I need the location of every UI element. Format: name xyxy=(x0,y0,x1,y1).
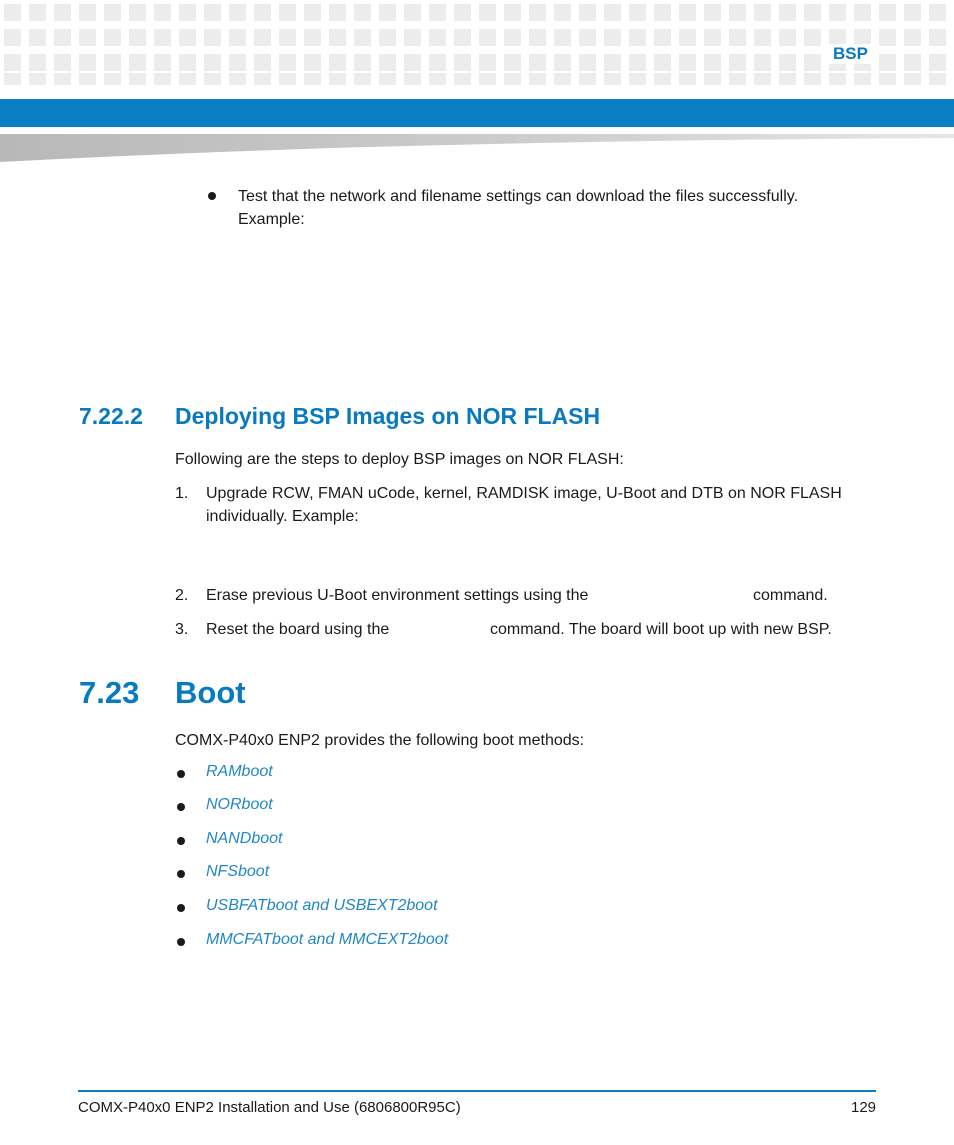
header-grid-square xyxy=(479,73,496,85)
header-grid-square xyxy=(429,73,446,85)
link-nfsboot[interactable]: NFSboot xyxy=(206,863,270,880)
header-grid-square xyxy=(304,73,321,85)
link-ramboot[interactable]: RAMboot xyxy=(206,763,273,780)
header-grid-square xyxy=(379,73,396,85)
header-grid-square xyxy=(404,29,421,46)
header-grid-square xyxy=(479,4,496,21)
header-grid-square xyxy=(729,54,746,71)
header-grid-square xyxy=(779,4,796,21)
header-grid-square xyxy=(329,4,346,21)
header-grid-square xyxy=(879,29,896,46)
footer-rule xyxy=(78,1090,876,1092)
header-grid-square xyxy=(504,29,521,46)
header-grid-square xyxy=(329,54,346,71)
header-grid-square xyxy=(529,4,546,21)
step-2-text: Erase previous U-Boot environment settings using the xyxy=(206,587,589,604)
header-grid-square xyxy=(379,4,396,21)
footer-doc-title: COMX-P40x0 ENP2 Installation and Use (6806800R95C) xyxy=(78,1099,461,1116)
header-grid-square xyxy=(404,4,421,21)
header-grid-square xyxy=(754,29,771,46)
header-grid-square xyxy=(854,4,871,21)
section-title: Deploying BSP Images on NOR FLASH xyxy=(175,403,601,429)
header-grid-square xyxy=(754,73,771,85)
step-number: 1. xyxy=(175,485,189,502)
header-grid-square xyxy=(29,29,46,46)
header-grid-square xyxy=(254,4,271,21)
header-grid-square xyxy=(29,4,46,21)
header-grid-square xyxy=(479,29,496,46)
header-grid-square xyxy=(654,73,671,85)
header-grid-square xyxy=(429,4,446,21)
header-grid-square xyxy=(254,73,271,85)
link-mmcboot[interactable]: MMCFATboot and MMCEXT2boot xyxy=(206,931,449,948)
header-grid-square xyxy=(279,29,296,46)
header-grid-square xyxy=(904,54,921,71)
step-number: 2. xyxy=(175,587,189,604)
header-grid-square xyxy=(879,54,896,71)
header-grid-square xyxy=(279,4,296,21)
step-3-text-end: command. The board will boot up with new BSP. xyxy=(490,621,832,638)
header-grid-square xyxy=(429,29,446,46)
header-grid-square xyxy=(304,54,321,71)
link-norboot[interactable]: NORboot xyxy=(206,796,273,813)
header-grid-square xyxy=(154,73,171,85)
header-grid-square xyxy=(629,4,646,21)
header-grid-square xyxy=(579,29,596,46)
header-grid-square xyxy=(704,54,721,71)
header-grid-square xyxy=(104,73,121,85)
header-grid-square xyxy=(629,29,646,46)
header-grid-square xyxy=(104,54,121,71)
header-grid-square xyxy=(4,54,21,71)
header-grid-square xyxy=(804,73,821,85)
header-grid-square xyxy=(854,73,871,85)
header-grid-square xyxy=(154,29,171,46)
header-grid-square xyxy=(279,73,296,85)
header-grid-square xyxy=(629,73,646,85)
header-grid-square xyxy=(454,54,471,71)
header-grid-square xyxy=(4,29,21,46)
header-grid-square xyxy=(779,29,796,46)
section-number: 7.22.2 xyxy=(79,403,143,429)
header-grid-square xyxy=(729,73,746,85)
header-grid-square xyxy=(354,4,371,21)
header-grid-square xyxy=(254,54,271,71)
header-grid-square xyxy=(804,29,821,46)
link-usbboot[interactable]: USBFATboot and USBEXT2boot xyxy=(206,897,438,914)
header-grid-square xyxy=(279,54,296,71)
header-grid-square xyxy=(929,73,946,85)
header-grid-square xyxy=(679,29,696,46)
header-grid-square xyxy=(829,73,846,85)
header-grid-square xyxy=(579,4,596,21)
header-grid-square xyxy=(29,73,46,85)
header-grid-square xyxy=(54,29,71,46)
header-grid-decoration xyxy=(0,0,954,96)
step-2-text-end: command. xyxy=(753,587,828,604)
header-grid-square xyxy=(229,4,246,21)
header-grid-square xyxy=(504,73,521,85)
header-grid-square xyxy=(604,29,621,46)
bullet-dot xyxy=(177,770,185,778)
section-tag: BSP xyxy=(829,44,872,64)
header-grid-square xyxy=(204,4,221,21)
header-grid-square xyxy=(354,73,371,85)
header-grid-square xyxy=(104,4,121,21)
header-grid-square xyxy=(404,54,421,71)
bullet-dot xyxy=(177,870,185,878)
header-grid-square xyxy=(179,73,196,85)
bullet-dot xyxy=(177,803,185,811)
header-grid-square xyxy=(604,4,621,21)
header-grid-square xyxy=(454,29,471,46)
header-grid-square xyxy=(454,73,471,85)
header-grid-square xyxy=(779,54,796,71)
header-grid-square xyxy=(779,73,796,85)
header-grid-square xyxy=(579,54,596,71)
header-grid-square xyxy=(479,54,496,71)
header-grid-square xyxy=(54,73,71,85)
header-grid-square xyxy=(729,4,746,21)
header-grid-square xyxy=(429,54,446,71)
header-grid-square xyxy=(229,54,246,71)
header-grid-square xyxy=(79,4,96,21)
header-grid-square xyxy=(379,29,396,46)
header-grid-square xyxy=(79,29,96,46)
page-number: 129 xyxy=(851,1099,877,1116)
header-grid-square xyxy=(379,54,396,71)
header-grid-square xyxy=(79,54,96,71)
header-grid-square xyxy=(604,73,621,85)
header-grid-square xyxy=(879,4,896,21)
header-grid-square xyxy=(504,4,521,21)
header-grid-square xyxy=(229,73,246,85)
step-1-line1: Upgrade RCW, FMAN uCode, kernel, RAMDISK image, U-Boot and DTB on NOR FLASH xyxy=(206,485,842,502)
header-grid-square xyxy=(654,4,671,21)
header-grid-square xyxy=(79,73,96,85)
header-grid-square xyxy=(129,54,146,71)
header-grid-square xyxy=(929,4,946,21)
intro-bullet-line1: Test that the network and filename settings can download the files successfully. xyxy=(238,188,799,205)
header-grid-square xyxy=(829,4,846,21)
header-grid-square xyxy=(554,29,571,46)
bullet-dot xyxy=(208,192,216,200)
header-grid-square xyxy=(254,29,271,46)
header-grid-square xyxy=(129,4,146,21)
header-grid-square xyxy=(29,54,46,71)
header-grid-square xyxy=(204,54,221,71)
bullet-dot xyxy=(177,837,185,845)
header-grid-square xyxy=(754,4,771,21)
header-grid-square xyxy=(54,54,71,71)
boot-intro: COMX-P40x0 ENP2 provides the following boot methods: xyxy=(175,732,585,749)
header-grid-square xyxy=(929,54,946,71)
header-grid-square xyxy=(54,4,71,21)
header-grid-square xyxy=(554,4,571,21)
header-grid-square xyxy=(529,73,546,85)
header-grid-square xyxy=(729,29,746,46)
header-grid-square xyxy=(654,29,671,46)
chapter-number: 7.23 xyxy=(79,675,140,710)
header-grid-square xyxy=(354,29,371,46)
header-grid-square xyxy=(529,54,546,71)
header-grid-square xyxy=(454,4,471,21)
bullet-dot xyxy=(177,904,185,912)
step-number: 3. xyxy=(175,621,189,638)
header-grid-square xyxy=(904,4,921,21)
header-grid-square xyxy=(129,73,146,85)
header-gray-swoosh xyxy=(0,132,954,164)
header-grid-square xyxy=(679,54,696,71)
step-3-text: Reset the board using the xyxy=(206,621,390,638)
bullet-dot xyxy=(177,938,185,946)
header-grid-square xyxy=(804,4,821,21)
header-grid-square xyxy=(754,54,771,71)
header-grid-square xyxy=(4,73,21,85)
header-grid-square xyxy=(804,54,821,71)
header-grid-square xyxy=(554,54,571,71)
header-grid-square xyxy=(304,29,321,46)
header-grid-square xyxy=(654,54,671,71)
header-grid-square xyxy=(229,29,246,46)
header-grid-square xyxy=(179,29,196,46)
header-grid-square xyxy=(4,4,21,21)
header-grid-square xyxy=(679,73,696,85)
link-nandboot[interactable]: NANDboot xyxy=(206,830,283,847)
header-grid-square xyxy=(354,54,371,71)
header-grid-square xyxy=(179,54,196,71)
header-grid-square xyxy=(129,29,146,46)
header-grid-square xyxy=(404,73,421,85)
header-grid-square xyxy=(704,29,721,46)
header-grid-square xyxy=(704,4,721,21)
header-grid-square xyxy=(154,54,171,71)
header-pattern xyxy=(0,0,954,96)
header-grid-square xyxy=(604,54,621,71)
header-grid-square xyxy=(104,29,121,46)
header-grid-square xyxy=(504,54,521,71)
header-grid-square xyxy=(904,73,921,85)
header-grid-square xyxy=(204,73,221,85)
header-grid-square xyxy=(704,73,721,85)
header-grid-square xyxy=(154,4,171,21)
header-grid-square xyxy=(329,29,346,46)
header-grid-square xyxy=(679,4,696,21)
header-grid-square xyxy=(904,29,921,46)
header-grid-square xyxy=(304,4,321,21)
header-grid-square xyxy=(329,73,346,85)
header-grid-square xyxy=(879,73,896,85)
header-grid-square xyxy=(554,73,571,85)
header-grid-square xyxy=(629,54,646,71)
header-grid-square xyxy=(179,4,196,21)
header-grid-square xyxy=(204,29,221,46)
header-grid-square xyxy=(929,29,946,46)
step-1-line2: individually. Example: xyxy=(206,508,359,525)
header-blue-bar xyxy=(0,99,954,127)
header-grid-square xyxy=(579,73,596,85)
intro-bullet-line2: Example: xyxy=(238,211,305,228)
header-grid-square xyxy=(529,29,546,46)
section-intro: Following are the steps to deploy BSP images on NOR FLASH: xyxy=(175,451,624,468)
chapter-title: Boot xyxy=(175,675,246,710)
